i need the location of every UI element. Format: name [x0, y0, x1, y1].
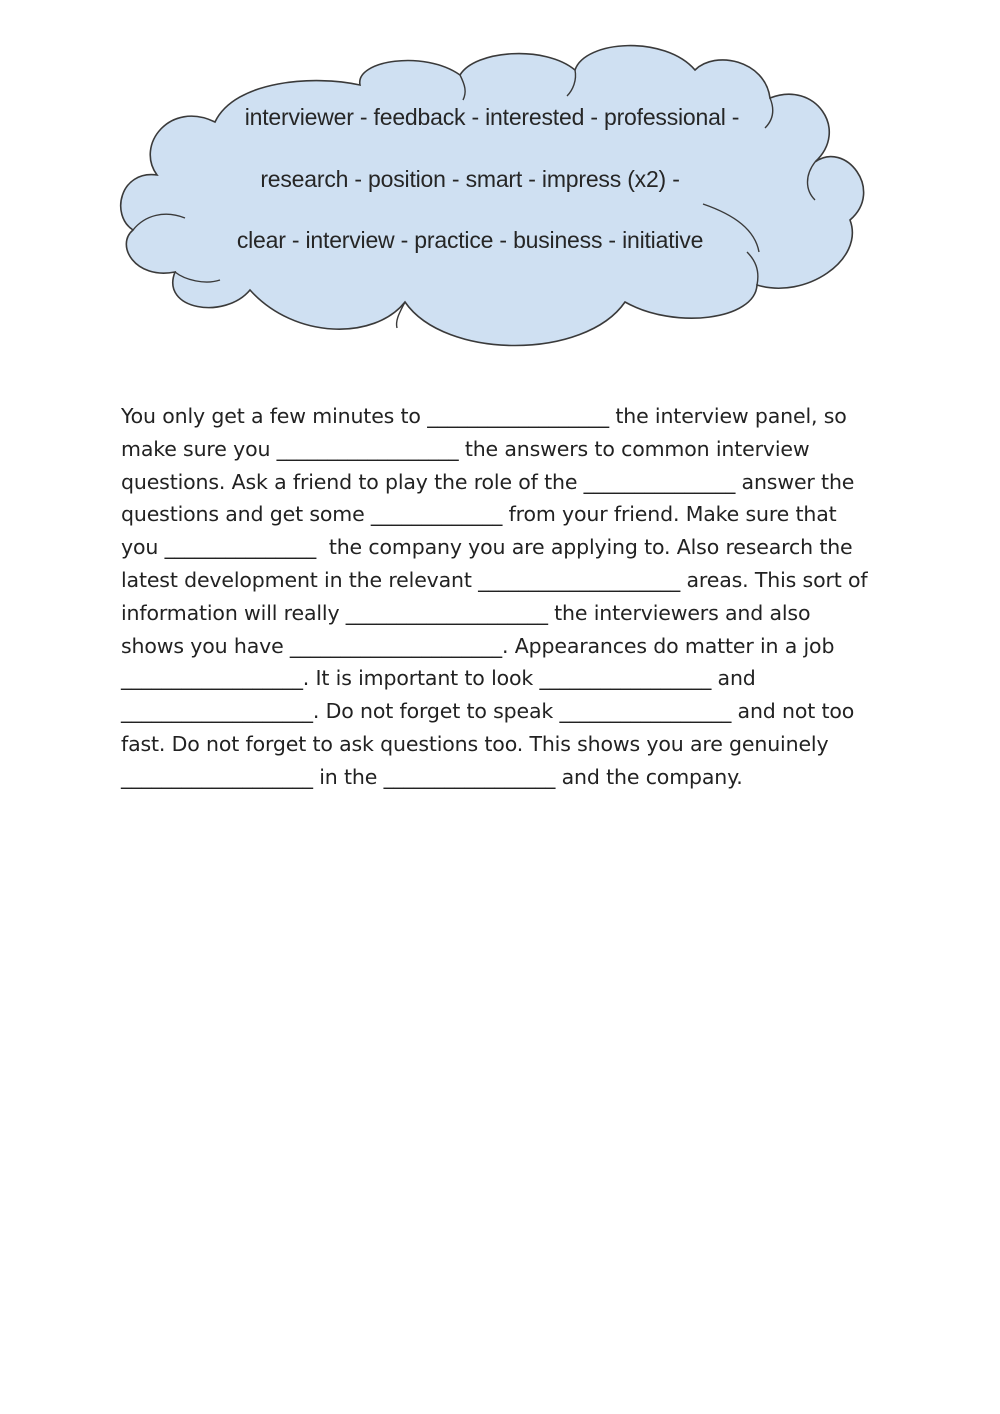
passage-line: ___________________. Do not forget to speak _________________ and not too	[121, 699, 855, 724]
passage-line: ___________________ in the _________________ and the company.	[121, 764, 743, 789]
gap-fill-passage	[121, 400, 921, 794]
passage-line: __________________. It is important to look _________________ and	[121, 666, 756, 691]
word-bank-line-2: research - position - smart - impress (x2) -	[260, 166, 680, 192]
passage-line: fast. Do not forget to ask questions too. This shows you are genuinely	[121, 731, 829, 756]
cloud-shape	[115, 40, 865, 370]
word-bank-cloud	[115, 40, 865, 370]
passage-line: you _______________ the company you are applying to. Also research the	[121, 535, 853, 560]
passage-line: questions and get some _____________ from your friend. Make sure that	[121, 502, 837, 527]
word-bank-line-3: clear - interview - practice - business - initiative	[236, 227, 704, 253]
passage-line: shows you have _____________________. Appearances do matter in a job	[121, 633, 835, 658]
passage-line: You only get a few minutes to __________________ the interview panel, so	[121, 404, 847, 428]
passage-line: information will really ____________________ the interviewers and also	[121, 600, 811, 625]
passage-line: latest development in the relevant ____________________ areas. This sort of	[121, 567, 868, 592]
word-bank-line-1: interviewer - feedback - interested - professional -	[244, 104, 740, 130]
passage-line: questions. Ask a friend to play the role of the _______________ answer the	[121, 469, 855, 494]
passage-line: make sure you __________________ the answers to common interview	[121, 436, 810, 461]
cloud-outline	[121, 46, 864, 346]
